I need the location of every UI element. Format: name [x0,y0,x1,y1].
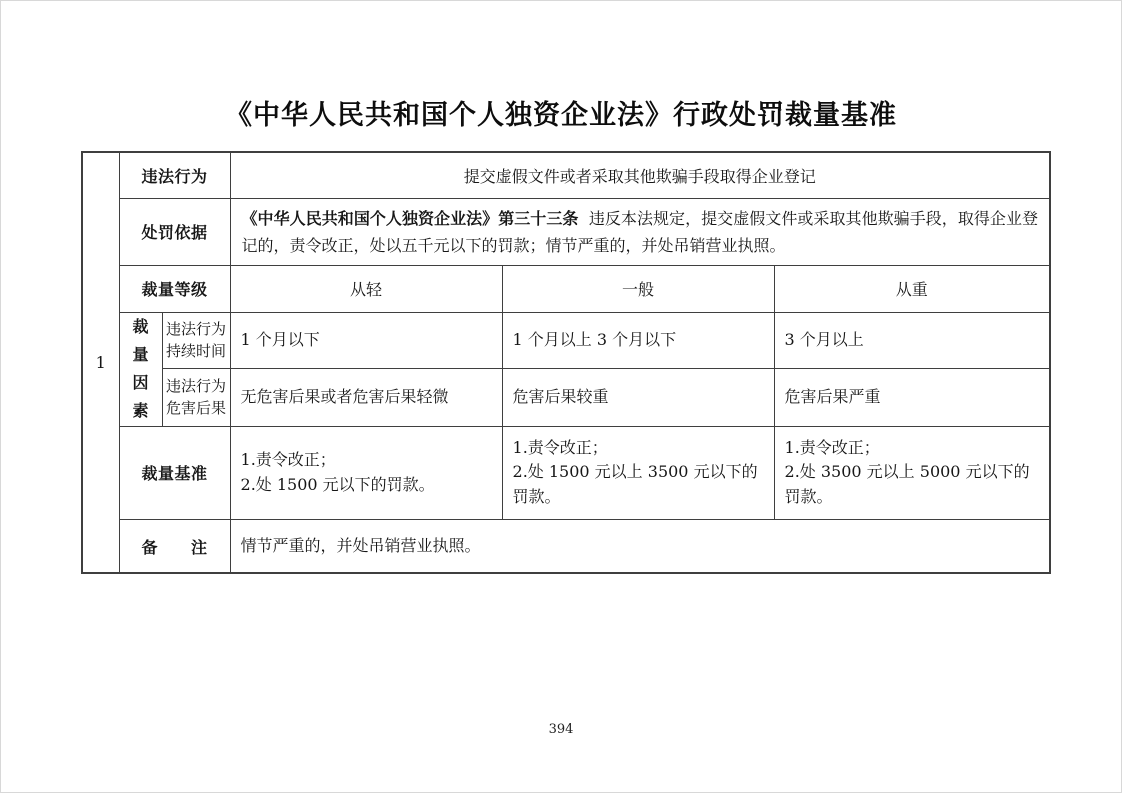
penalty-basis-text: 违反本法规定，提交虚假文件或采取其他欺骗手段，取得企业登记的，责令改正，处以五千元以下的罚款；情节严重的，并处吊销营业执照。 [241,208,1038,255]
row-discretion-level [82,265,1050,312]
label-benchmark: 裁量基准 [119,426,230,519]
law-citation: 《中华人民共和国个人独资企业法》第三十三条 [241,208,579,228]
row-penalty-basis [82,198,1050,265]
row-factor-duration [82,312,1050,368]
penalty-standards-table [81,151,1051,574]
label-penalty-basis: 处罚依据 [119,198,230,265]
penalty-basis-content [230,198,1050,265]
duration-lenient: 1 个月以下 [230,312,502,368]
label-discretion-level: 裁量等级 [119,265,230,312]
duration-general: 1 个月以上 3 个月以下 [502,312,774,368]
page-title: 《中华人民共和国个人独资企业法》行政处罚裁量基准 [225,100,897,131]
row-index: 1 [82,152,119,573]
illegal-act-content: 提交虚假文件或者采取其他欺骗手段取得企业登记 [230,152,1050,198]
level-general: 一般 [502,265,774,312]
label-illegal-act: 违法行为 [119,152,230,198]
row-factor-consequence [82,368,1050,426]
remark-content: 情节严重的，并处吊销营业执照。 [230,519,1050,573]
benchmark-lenient-line1: 1.责令改正； [240,450,336,470]
benchmark-lenient [230,426,502,519]
consequence-lenient: 无危害后果或者危害后果轻微 [230,368,502,426]
consequence-severe: 危害后果严重 [774,368,1050,426]
page-number: 394 [548,722,574,737]
label-duration: 违法行为持续时间 [162,312,230,368]
consequence-general: 危害后果较重 [502,368,774,426]
discretion-factors-vertical-text: 裁量因素 [132,317,149,421]
label-discretion-factors [119,312,162,426]
level-lenient: 从轻 [230,265,502,312]
benchmark-severe [774,426,1050,519]
benchmark-severe-line1: 1.责令改正； [784,437,880,457]
level-severe: 从重 [774,265,1050,312]
benchmark-general-line1: 1.责令改正； [512,437,608,457]
row-remark [82,519,1050,573]
benchmark-general-line2: 2.处 1500 元以上 3500 元以下的罚款。 [512,462,758,507]
benchmark-general [502,426,774,519]
label-remark: 备 注 [119,519,230,573]
row-benchmark [82,426,1050,519]
row-illegal-act [82,152,1050,198]
benchmark-lenient-line2: 2.处 1500 元以下的罚款。 [240,474,435,494]
benchmark-severe-line2: 2.处 3500 元以上 5000 元以下的罚款。 [784,462,1030,507]
duration-severe: 3 个月以上 [774,312,1050,368]
label-consequence: 违法行为危害后果 [162,368,230,426]
